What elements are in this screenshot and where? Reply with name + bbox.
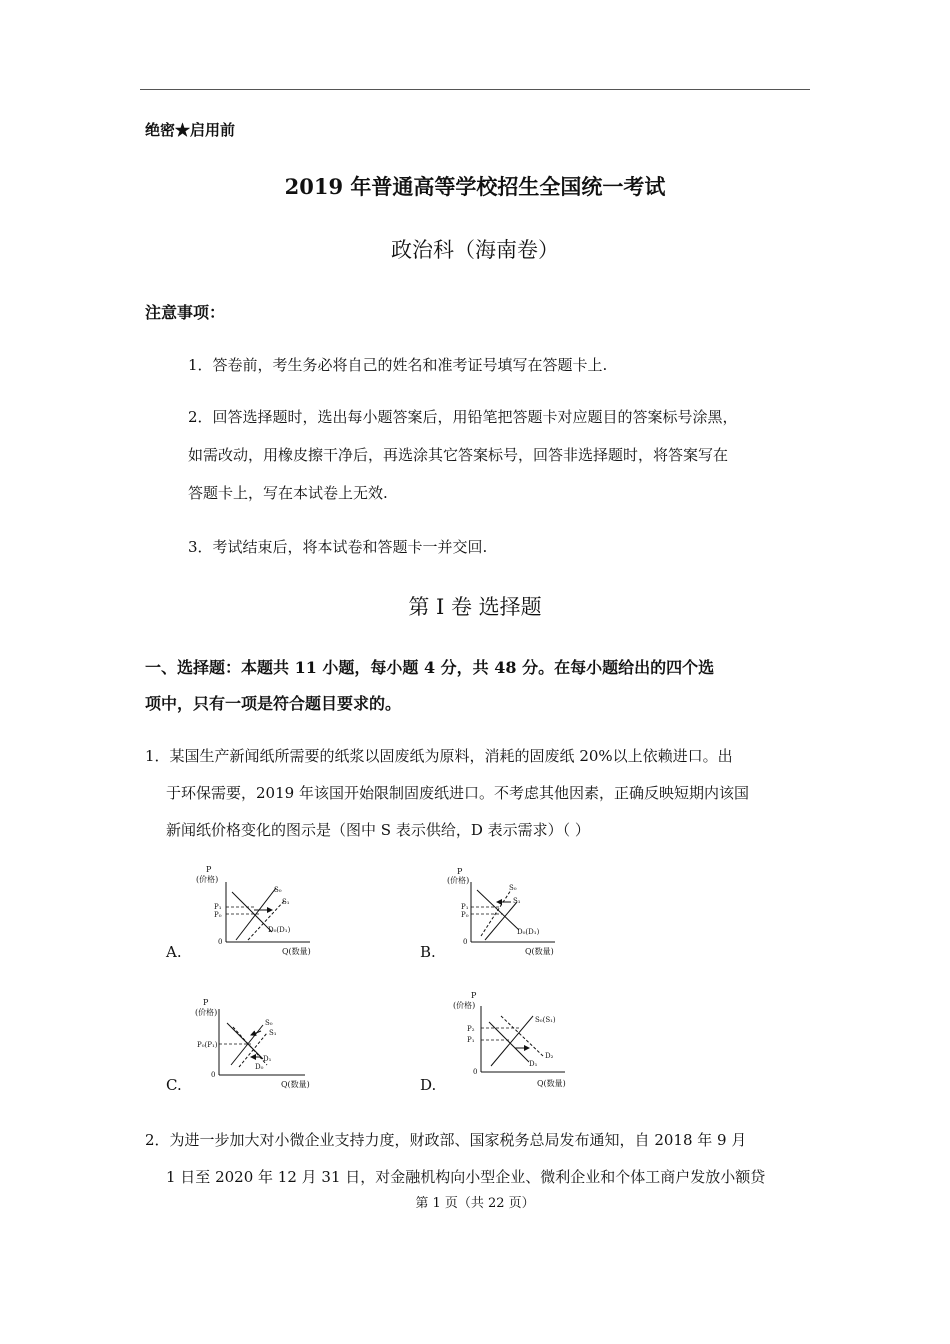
graph-b-q-label: Q(数量) bbox=[525, 947, 554, 956]
graph-d-p2: P₂ bbox=[467, 1025, 475, 1033]
notice-item-2-line-1: 2．回答选择题时，选出每小题答案后，用铅笔把答题卡对应题目的答案标号涂黑， bbox=[188, 408, 738, 426]
graph-a-d: D₀(D₁) bbox=[268, 926, 291, 934]
graph-a-price-label: (价格) bbox=[196, 875, 219, 884]
graph-c-price-label: (价格) bbox=[195, 1008, 218, 1017]
page-footer: 第 1 页（共 22 页） bbox=[415, 1196, 535, 1211]
graph-a-demand-line bbox=[232, 892, 272, 932]
graph-d-price-label: (价格) bbox=[453, 1001, 476, 1010]
option-a-label: A. bbox=[166, 943, 182, 961]
exam-title: 2019 年普通高等学校招生全国统一考试 bbox=[284, 174, 666, 199]
notice-item-3: 3．考试结束后，将本试卷和答题卡一并交回. bbox=[188, 538, 488, 556]
graph-a-p-label: P bbox=[206, 865, 212, 874]
graph-a bbox=[190, 862, 330, 962]
graph-d-s: S₀(S₁) bbox=[535, 1016, 556, 1024]
graph-d-origin: 0 bbox=[473, 1068, 478, 1076]
notice-item-2-line-2: 如需改动，用橡皮擦干净后，再选涂其它答案标号，回答非选择题时，将答案写在 bbox=[188, 446, 729, 464]
graph-c-p: P₀(P₁) bbox=[197, 1041, 218, 1049]
part-title: 第 I 卷 选择题 bbox=[408, 595, 542, 619]
graph-b-origin: 0 bbox=[463, 938, 468, 946]
graph-c-q-label: Q(数量) bbox=[281, 1080, 310, 1089]
graph-a-origin: 0 bbox=[218, 938, 223, 946]
option-b-label: B. bbox=[420, 943, 436, 961]
graph-c-d0: D₀ bbox=[255, 1063, 264, 1071]
graph-c-p-label: P bbox=[203, 998, 209, 1007]
confidential-label: 绝密★启用前 bbox=[145, 121, 236, 139]
graph-a-s1-line bbox=[248, 900, 285, 940]
question-1-line-2: 于环保需要，2019 年该国开始限制固废纸进口。不考虑其他因素，正确反映短期内该国 bbox=[166, 784, 749, 802]
notice-item-2-line-3: 答题卡上，写在本试卷上无效. bbox=[188, 484, 388, 502]
graph-d-q-label: Q(数量) bbox=[537, 1079, 566, 1088]
graph-d-p-label: P bbox=[471, 991, 477, 1000]
graph-b-p1: P₁ bbox=[461, 903, 469, 911]
option-d-label: D. bbox=[420, 1076, 437, 1094]
graph-c-d1: D₁ bbox=[263, 1055, 272, 1063]
section-instructions-line-2: 项中，只有一项是符合题目要求的。 bbox=[145, 694, 402, 713]
graph-d-d1: D₁ bbox=[529, 1060, 538, 1068]
graph-b-p0: P₀ bbox=[461, 911, 469, 919]
graph-b-price-label: (价格) bbox=[447, 876, 470, 885]
notice-heading: 注意事项： bbox=[145, 303, 226, 322]
question-2-line-2: 1 日至 2020 年 12 月 31 日，对金融机构向小型企业、微利企业和个体工商户发放小额贷 bbox=[166, 1168, 766, 1186]
graph-d-p1: P₁ bbox=[467, 1036, 475, 1044]
graph-b-d: D₀(D₁) bbox=[517, 928, 540, 936]
graph-d-d2: D₂ bbox=[545, 1052, 554, 1060]
graph-c-origin: 0 bbox=[211, 1071, 216, 1079]
header-rule bbox=[140, 89, 810, 90]
graph-c bbox=[195, 995, 335, 1095]
graph-c-s0-line bbox=[231, 1025, 263, 1065]
graph-c-s0: S₀ bbox=[265, 1019, 273, 1027]
graph-b-p-label: P bbox=[457, 867, 463, 876]
exam-subtitle: 政治科（海南卷） bbox=[391, 238, 559, 262]
question-1-line-1: 1．某国生产新闻纸所需要的纸浆以固废纸为原料，消耗的固废纸 20%以上依赖进口。出 bbox=[145, 747, 733, 765]
graph-c-d0-line bbox=[233, 1027, 267, 1065]
graph-c-s1: S₁ bbox=[269, 1029, 277, 1037]
question-1-line-3: 新闻纸价格变化的图示是（图中 S 表示供给，D 表示需求）（ ） bbox=[166, 821, 590, 839]
graph-b bbox=[445, 862, 585, 962]
graph-b-s0-line bbox=[481, 890, 511, 936]
graph-b-s1: S₁ bbox=[513, 897, 521, 905]
graph-a-s1: S₁ bbox=[282, 898, 290, 906]
graph-b-s1-line bbox=[485, 902, 517, 940]
question-2-line-1: 2．为进一步加大对小微企业支持力度，财政部、国家税务总局发布通知，自 2018 年 9 月 bbox=[145, 1131, 747, 1149]
graph-c-d1-line bbox=[227, 1023, 263, 1059]
option-c-label: C. bbox=[166, 1076, 182, 1094]
graph-a-p0: P₀ bbox=[214, 911, 222, 919]
graph-a-p1: P₁ bbox=[214, 903, 222, 911]
section-instructions-line-1: 一、选择题：本题共 11 小题，每小题 4 分，共 48 分。在每小题给出的四个选 bbox=[145, 658, 715, 677]
graph-a-q-label: Q(数量) bbox=[282, 947, 311, 956]
notice-item-1: 1．答卷前，考生务必将自己的姓名和准考证号填写在答题卡上. bbox=[188, 356, 608, 374]
graph-d bbox=[445, 990, 585, 1095]
graph-b-s0: S₀ bbox=[509, 884, 517, 892]
graph-a-s0: S₀ bbox=[274, 886, 282, 894]
